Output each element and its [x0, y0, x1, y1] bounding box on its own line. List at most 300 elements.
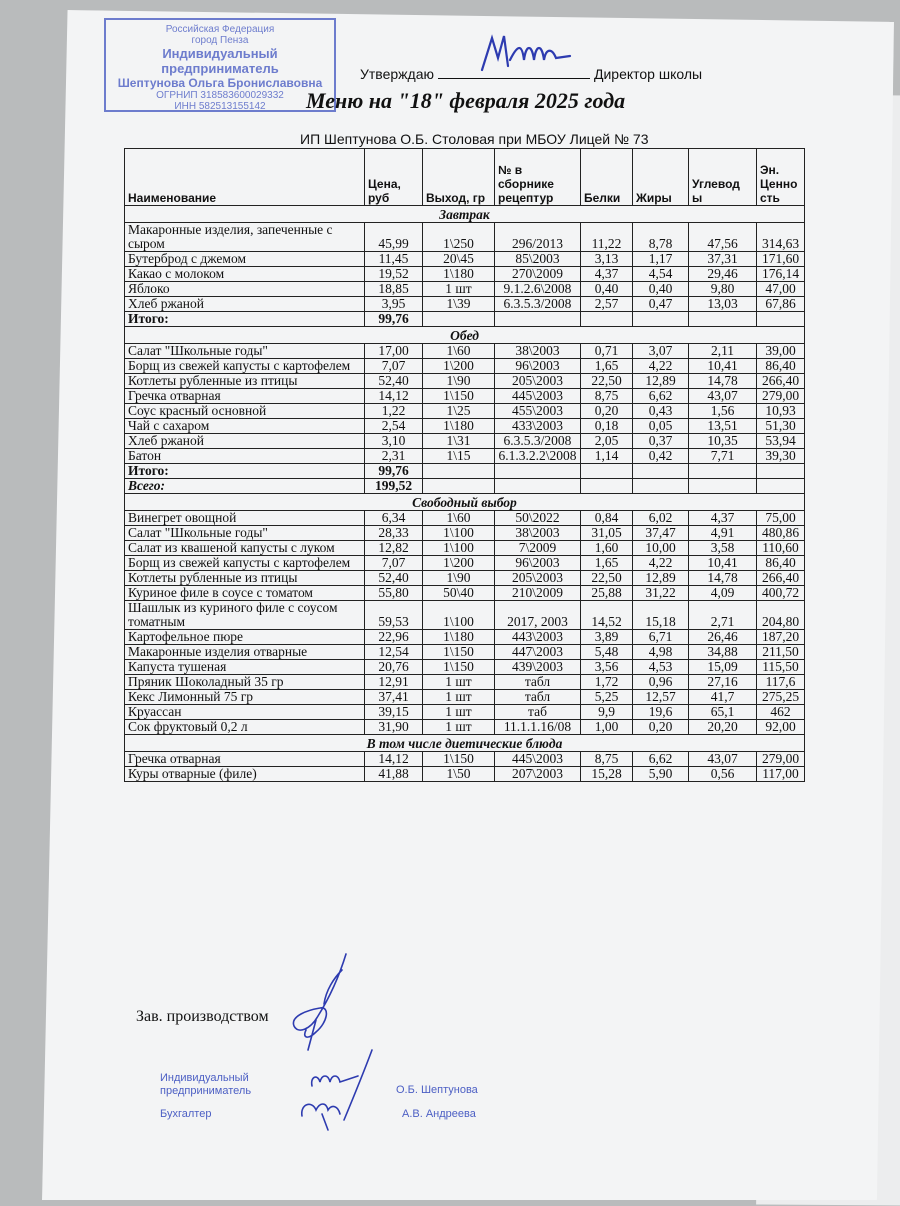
- section-row: [125, 327, 805, 344]
- table-row: [125, 752, 805, 767]
- table-cell: 1\31: [423, 434, 495, 449]
- table-cell: 5,90: [633, 767, 689, 782]
- dish-name: Картофельное пюре: [125, 630, 365, 645]
- table-cell: 4,37: [581, 267, 633, 282]
- table-cell: 50\40: [423, 586, 495, 601]
- ip-name: О.Б. Шептунова: [396, 1084, 478, 1096]
- column-header: Эн. Ценно сть: [757, 149, 805, 206]
- table-cell: 41,7: [689, 690, 757, 705]
- empty-cell: [495, 464, 581, 479]
- total-value: 199,52: [365, 479, 423, 494]
- table-cell: 400,72: [757, 586, 805, 601]
- dish-name: Макаронные изделия отварные: [125, 645, 365, 660]
- table-cell: 1,17: [633, 252, 689, 267]
- table-cell: 26,46: [689, 630, 757, 645]
- table-cell: 1 шт: [423, 675, 495, 690]
- dish-name: Гречка отварная: [125, 752, 365, 767]
- table-row: [125, 344, 805, 359]
- dish-name: Борщ из свежей капусты с картофелем: [125, 556, 365, 571]
- table-cell: 8,78: [633, 223, 689, 252]
- table-cell: 447\2003: [495, 645, 581, 660]
- table-cell: 15,28: [581, 767, 633, 782]
- stamp-line: Шептунова Ольга Брониславовна: [117, 76, 323, 90]
- table-cell: 7,71: [689, 449, 757, 464]
- dish-name: Салат "Школьные годы": [125, 344, 365, 359]
- approval-label: Утверждаю: [360, 66, 434, 82]
- table-cell: табл: [495, 690, 581, 705]
- table-cell: 20,76: [365, 660, 423, 675]
- table-row: [125, 449, 805, 464]
- table-cell: 4,54: [633, 267, 689, 282]
- table-cell: 31,22: [633, 586, 689, 601]
- table-row: [125, 720, 805, 735]
- table-cell: 2017, 2003: [495, 601, 581, 630]
- table-cell: 7\2009: [495, 541, 581, 556]
- table-cell: таб: [495, 705, 581, 720]
- table-row: [125, 252, 805, 267]
- table-cell: 25,88: [581, 586, 633, 601]
- table-cell: 0,71: [581, 344, 633, 359]
- table-cell: 39,15: [365, 705, 423, 720]
- column-header: Белки: [581, 149, 633, 206]
- table-cell: 439\2003: [495, 660, 581, 675]
- empty-cell: [581, 464, 633, 479]
- table-cell: 41,88: [365, 767, 423, 782]
- table-cell: 65,1: [689, 705, 757, 720]
- table-cell: 38\2003: [495, 344, 581, 359]
- table-cell: 0,37: [633, 434, 689, 449]
- stamp-line: ОГРНИП 318583600029332: [156, 90, 284, 101]
- empty-cell: [689, 464, 757, 479]
- table-cell: 28,33: [365, 526, 423, 541]
- dish-name: Макаронные изделия, запеченные с сыром: [125, 223, 365, 252]
- column-header: Углевод ы: [689, 149, 757, 206]
- table-cell: 6.1.3.2.2\2008: [495, 449, 581, 464]
- table-row: [125, 660, 805, 675]
- table-cell: 13,03: [689, 297, 757, 312]
- empty-cell: [689, 312, 757, 327]
- table-cell: 314,63: [757, 223, 805, 252]
- table-cell: 14,78: [689, 571, 757, 586]
- table-row: [125, 511, 805, 526]
- table-cell: 11.1.1.16/08: [495, 720, 581, 735]
- table-cell: 266,40: [757, 374, 805, 389]
- table-cell: 1\60: [423, 511, 495, 526]
- table-cell: 37,47: [633, 526, 689, 541]
- table-cell: 4,91: [689, 526, 757, 541]
- table-cell: 2,31: [365, 449, 423, 464]
- company-stamp: [104, 18, 336, 112]
- table-cell: 67,86: [757, 297, 805, 312]
- dish-name: Салат "Школьные годы": [125, 526, 365, 541]
- table-cell: 20\45: [423, 252, 495, 267]
- table-cell: 1\180: [423, 630, 495, 645]
- table-cell: 1\60: [423, 344, 495, 359]
- dish-name: Кекс Лимонный 75 гр: [125, 690, 365, 705]
- table-cell: 1\90: [423, 571, 495, 586]
- table-row: [125, 282, 805, 297]
- empty-cell: [633, 464, 689, 479]
- table-cell: 266,40: [757, 571, 805, 586]
- table-cell: 19,52: [365, 267, 423, 282]
- table-row: [125, 586, 805, 601]
- dish-name: Шашлык из куриного филе с соусом томатным: [125, 601, 365, 630]
- table-cell: 4,37: [689, 511, 757, 526]
- table-cell: 92,00: [757, 720, 805, 735]
- table-cell: 45,99: [365, 223, 423, 252]
- table-row: [125, 645, 805, 660]
- table-cell: 14,78: [689, 374, 757, 389]
- header-row: [125, 149, 805, 206]
- table-cell: 275,25: [757, 690, 805, 705]
- dish-name: Куриное филе в соусе с томатом: [125, 586, 365, 601]
- table-cell: 27,16: [689, 675, 757, 690]
- table-cell: 22,50: [581, 374, 633, 389]
- table-cell: 1\200: [423, 556, 495, 571]
- dish-name: Хлеб ржаной: [125, 434, 365, 449]
- table-cell: 117,6: [757, 675, 805, 690]
- table-cell: 20,20: [689, 720, 757, 735]
- stamp-line: ИНН 582513155142: [174, 101, 266, 112]
- table-cell: 205\2003: [495, 571, 581, 586]
- stamp-line: город Пенза: [191, 35, 249, 46]
- table-cell: 1\90: [423, 374, 495, 389]
- table-cell: 10,35: [689, 434, 757, 449]
- table-cell: 462: [757, 705, 805, 720]
- table-cell: 8,75: [581, 389, 633, 404]
- table-cell: 0,05: [633, 419, 689, 434]
- table-cell: 1,22: [365, 404, 423, 419]
- dish-name: Какао с молоком: [125, 267, 365, 282]
- table-cell: 1\100: [423, 526, 495, 541]
- table-cell: 1 шт: [423, 720, 495, 735]
- empty-cell: [423, 479, 495, 494]
- table-row: [125, 374, 805, 389]
- table-cell: 6.3.5.3/2008: [495, 434, 581, 449]
- table-row: [125, 556, 805, 571]
- table-cell: 7,07: [365, 359, 423, 374]
- table-cell: 0,20: [581, 404, 633, 419]
- table-row: [125, 690, 805, 705]
- column-header: Наименование: [125, 149, 365, 206]
- dish-name: Куры отварные (филе): [125, 767, 365, 782]
- table-cell: 86,40: [757, 556, 805, 571]
- total-row: [125, 464, 805, 479]
- table-cell: 0,47: [633, 297, 689, 312]
- table-cell: 10,41: [689, 556, 757, 571]
- table-cell: 1,14: [581, 449, 633, 464]
- table-cell: 110,60: [757, 541, 805, 556]
- table-cell: 0,40: [633, 282, 689, 297]
- table-cell: 1\25: [423, 404, 495, 419]
- table-row: [125, 359, 805, 374]
- total-value: 99,76: [365, 312, 423, 327]
- section-title: Обед: [125, 327, 805, 344]
- table-cell: 2,57: [581, 297, 633, 312]
- table-row: [125, 526, 805, 541]
- table-cell: 1,72: [581, 675, 633, 690]
- table-row: [125, 389, 805, 404]
- signature-blank: [438, 78, 590, 79]
- table-cell: 31,90: [365, 720, 423, 735]
- table-cell: 9.1.2.6\2008: [495, 282, 581, 297]
- approval-role: Директор школы: [593, 66, 703, 82]
- table-cell: 55,80: [365, 586, 423, 601]
- table-cell: 85\2003: [495, 252, 581, 267]
- table-cell: 1\15: [423, 449, 495, 464]
- table-row: [125, 675, 805, 690]
- table-cell: 1,56: [689, 404, 757, 419]
- table-cell: 8,75: [581, 752, 633, 767]
- table-cell: 1,00: [581, 720, 633, 735]
- production-manager-label: Зав. производством: [136, 1008, 269, 1025]
- empty-cell: [633, 312, 689, 327]
- table-cell: 86,40: [757, 359, 805, 374]
- table-cell: 279,00: [757, 389, 805, 404]
- table-cell: 1\100: [423, 541, 495, 556]
- empty-cell: [581, 312, 633, 327]
- table-cell: 445\2003: [495, 389, 581, 404]
- table-cell: 3,13: [581, 252, 633, 267]
- table-row: [125, 404, 805, 419]
- dish-name: Соус красный основной: [125, 404, 365, 419]
- table-cell: 52,40: [365, 571, 423, 586]
- table-cell: 39,30: [757, 449, 805, 464]
- table-cell: 37,41: [365, 690, 423, 705]
- section-row: [125, 206, 805, 223]
- table-cell: 12,82: [365, 541, 423, 556]
- table-cell: 4,22: [633, 556, 689, 571]
- stamp-line: Индивидуальный предприниматель: [161, 46, 279, 76]
- dish-name: Борщ из свежей капусты с картофелем: [125, 359, 365, 374]
- dish-name: Капуста тушеная: [125, 660, 365, 675]
- empty-cell: [757, 464, 805, 479]
- table-cell: 211,50: [757, 645, 805, 660]
- table-cell: 433\2003: [495, 419, 581, 434]
- empty-cell: [757, 479, 805, 494]
- table-row: [125, 571, 805, 586]
- table-cell: 7,07: [365, 556, 423, 571]
- table-cell: 4,09: [689, 586, 757, 601]
- menu-table: [124, 148, 805, 782]
- table-cell: 1 шт: [423, 705, 495, 720]
- table-cell: 9,9: [581, 705, 633, 720]
- table-cell: 13,51: [689, 419, 757, 434]
- table-cell: 11,45: [365, 252, 423, 267]
- table-cell: 34,88: [689, 645, 757, 660]
- table-cell: 3,10: [365, 434, 423, 449]
- table-cell: 31,05: [581, 526, 633, 541]
- table-cell: 9,80: [689, 282, 757, 297]
- table-row: [125, 419, 805, 434]
- dish-name: Бутерброд с джемом: [125, 252, 365, 267]
- total-value: 99,76: [365, 464, 423, 479]
- table-cell: 6,02: [633, 511, 689, 526]
- table-cell: 176,14: [757, 267, 805, 282]
- table-cell: 1,65: [581, 556, 633, 571]
- menu-body: [125, 206, 805, 782]
- table-cell: 14,52: [581, 601, 633, 630]
- table-row: [125, 767, 805, 782]
- table-cell: 50\2022: [495, 511, 581, 526]
- table-cell: 12,57: [633, 690, 689, 705]
- empty-cell: [633, 479, 689, 494]
- table-row: [125, 705, 805, 720]
- table-cell: 52,40: [365, 374, 423, 389]
- table-cell: 96\2003: [495, 359, 581, 374]
- table-cell: 5,48: [581, 645, 633, 660]
- table-cell: 53,94: [757, 434, 805, 449]
- table-cell: 4,22: [633, 359, 689, 374]
- table-cell: 47,56: [689, 223, 757, 252]
- table-cell: 0,56: [689, 767, 757, 782]
- table-cell: 75,00: [757, 511, 805, 526]
- table-cell: 19,6: [633, 705, 689, 720]
- table-cell: 1\180: [423, 267, 495, 282]
- accountant-name: А.В. Андреева: [402, 1108, 476, 1120]
- table-cell: 0,96: [633, 675, 689, 690]
- table-cell: табл: [495, 675, 581, 690]
- table-cell: 1 шт: [423, 282, 495, 297]
- dish-name: Гречка отварная: [125, 389, 365, 404]
- column-header: Цена, руб: [365, 149, 423, 206]
- total-label: Итого:: [125, 464, 365, 479]
- table-cell: 443\2003: [495, 630, 581, 645]
- table-cell: 0,42: [633, 449, 689, 464]
- dish-name: Салат из квашеной капусты с луком: [125, 541, 365, 556]
- dish-name: Котлеты рубленные из птицы: [125, 571, 365, 586]
- table-cell: 11,22: [581, 223, 633, 252]
- table-cell: 1\250: [423, 223, 495, 252]
- section-title: Завтрак: [125, 206, 805, 223]
- column-header: Выход, гр: [423, 149, 495, 206]
- empty-cell: [495, 312, 581, 327]
- table-cell: 1\39: [423, 297, 495, 312]
- table-cell: 0,84: [581, 511, 633, 526]
- table-cell: 270\2009: [495, 267, 581, 282]
- table-cell: 38\2003: [495, 526, 581, 541]
- production-manager-signature: [268, 950, 378, 1060]
- dish-name: Сок фруктовый 0,2 л: [125, 720, 365, 735]
- table-cell: 59,53: [365, 601, 423, 630]
- empty-cell: [689, 479, 757, 494]
- table-cell: 5,25: [581, 690, 633, 705]
- stamp-line: Российская Федерация: [165, 24, 275, 35]
- table-row: [125, 541, 805, 556]
- table-cell: 3,58: [689, 541, 757, 556]
- table-cell: 480,86: [757, 526, 805, 541]
- table-cell: 205\2003: [495, 374, 581, 389]
- table-cell: 39,00: [757, 344, 805, 359]
- approval-line: [360, 66, 702, 82]
- table-cell: 4,98: [633, 645, 689, 660]
- page-title: Меню на "18" февраля 2025 года: [306, 88, 626, 113]
- table-cell: 22,96: [365, 630, 423, 645]
- table-cell: 1\150: [423, 660, 495, 675]
- table-cell: 14,12: [365, 752, 423, 767]
- table-cell: 3,95: [365, 297, 423, 312]
- total-label: Итого:: [125, 312, 365, 327]
- table-cell: 296/2013: [495, 223, 581, 252]
- table-cell: 204,80: [757, 601, 805, 630]
- ip-label: [160, 1072, 251, 1098]
- dish-name: Пряник Шоколадный 35 гр: [125, 675, 365, 690]
- empty-cell: [423, 464, 495, 479]
- table-cell: 14,12: [365, 389, 423, 404]
- empty-cell: [495, 479, 581, 494]
- table-cell: 15,09: [689, 660, 757, 675]
- column-header: № в сборнике рецептур: [495, 149, 581, 206]
- table-cell: 3,07: [633, 344, 689, 359]
- table-row: [125, 267, 805, 282]
- ip-label-line: предприниматель: [160, 1085, 252, 1097]
- table-cell: 17,00: [365, 344, 423, 359]
- table-row: [125, 630, 805, 645]
- table-row: [125, 297, 805, 312]
- table-cell: 171,60: [757, 252, 805, 267]
- table-row: [125, 223, 805, 252]
- table-cell: 6,62: [633, 389, 689, 404]
- table-cell: 3,56: [581, 660, 633, 675]
- table-cell: 1\100: [423, 601, 495, 630]
- table-cell: 4,53: [633, 660, 689, 675]
- table-row: [125, 601, 805, 630]
- page-subtitle: ИП Шептунова О.Б. Столовая при МБОУ Лицей № 73: [300, 131, 649, 147]
- section-row: [125, 735, 805, 752]
- table-cell: 0,43: [633, 404, 689, 419]
- table-cell: 12,89: [633, 374, 689, 389]
- table-cell: 1,65: [581, 359, 633, 374]
- table-cell: 115,50: [757, 660, 805, 675]
- table-cell: 2,11: [689, 344, 757, 359]
- table-cell: 455\2003: [495, 404, 581, 419]
- ip-label-line: Индивидуальный: [160, 1072, 249, 1084]
- accountant-label: Бухгалтер: [160, 1108, 212, 1120]
- table-cell: 3,89: [581, 630, 633, 645]
- table-cell: 0,20: [633, 720, 689, 735]
- table-cell: 10,00: [633, 541, 689, 556]
- table-cell: 1\50: [423, 767, 495, 782]
- table-cell: 2,54: [365, 419, 423, 434]
- dish-name: Котлеты рубленные из птицы: [125, 374, 365, 389]
- dish-name: Батон: [125, 449, 365, 464]
- table-cell: 6,62: [633, 752, 689, 767]
- table-cell: 37,31: [689, 252, 757, 267]
- table-row: [125, 434, 805, 449]
- table-cell: 1\150: [423, 645, 495, 660]
- table-cell: 43,07: [689, 752, 757, 767]
- total-row: [125, 312, 805, 327]
- table-cell: 2,05: [581, 434, 633, 449]
- empty-cell: [757, 312, 805, 327]
- table-cell: 1\180: [423, 419, 495, 434]
- section-row: [125, 494, 805, 511]
- table-cell: 117,00: [757, 767, 805, 782]
- table-cell: 207\2003: [495, 767, 581, 782]
- table-cell: 1\150: [423, 752, 495, 767]
- table-cell: 6.3.5.3/2008: [495, 297, 581, 312]
- empty-cell: [423, 312, 495, 327]
- table-cell: 29,46: [689, 267, 757, 282]
- table-cell: 1\150: [423, 389, 495, 404]
- table-cell: 6,71: [633, 630, 689, 645]
- table-cell: 1 шт: [423, 690, 495, 705]
- table-cell: 10,41: [689, 359, 757, 374]
- total-row: [125, 479, 805, 494]
- table-cell: 12,89: [633, 571, 689, 586]
- table-cell: 2,71: [689, 601, 757, 630]
- table-cell: 96\2003: [495, 556, 581, 571]
